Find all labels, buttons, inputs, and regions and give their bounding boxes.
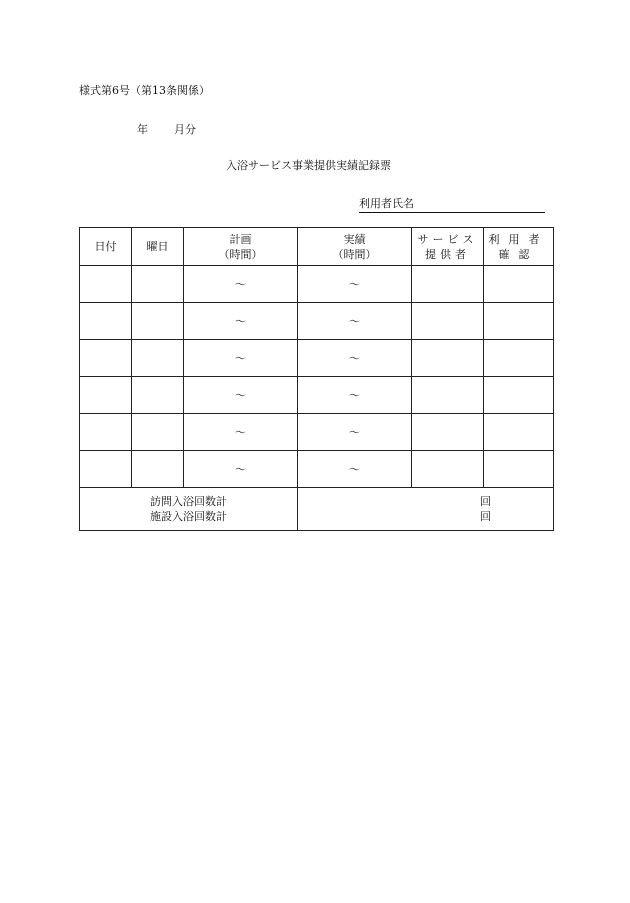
weekday-cell[interactable] xyxy=(132,266,184,303)
day-cell[interactable] xyxy=(80,414,132,451)
table-row xyxy=(80,377,554,414)
user-confirm-cell[interactable] xyxy=(484,451,554,488)
table-row xyxy=(80,266,554,303)
plan-cell[interactable]: ～ xyxy=(184,414,298,451)
actual-cell[interactable]: ～ xyxy=(298,377,412,414)
actual-cell[interactable]: ～ xyxy=(298,303,412,340)
header-plan-line2: （時間） xyxy=(218,247,263,261)
year-month-line xyxy=(137,121,196,137)
provider-cell[interactable] xyxy=(412,451,484,488)
day-cell[interactable] xyxy=(80,377,132,414)
provider-cell[interactable] xyxy=(412,340,484,377)
day-cell[interactable] xyxy=(80,340,132,377)
header-provider-line2: 提供者 xyxy=(425,247,470,261)
plan-cell[interactable]: ～ xyxy=(184,303,298,340)
header-actual-line1: 実績 xyxy=(343,232,366,246)
table-row xyxy=(80,340,554,377)
weekday-cell[interactable] xyxy=(132,451,184,488)
facility-total-label: 施設入浴回数計 xyxy=(150,510,227,523)
provider-cell[interactable] xyxy=(412,303,484,340)
header-user-confirm-line2: 確認 xyxy=(498,247,539,261)
totals-labels-cell xyxy=(80,488,298,531)
facility-total-unit: 回 xyxy=(480,510,491,523)
weekday-cell[interactable] xyxy=(132,340,184,377)
user-confirm-cell[interactable] xyxy=(484,377,554,414)
user-confirm-cell[interactable] xyxy=(484,303,554,340)
plan-cell[interactable]: ～ xyxy=(184,377,298,414)
record-table xyxy=(79,227,554,531)
provider-cell[interactable] xyxy=(412,377,484,414)
header-user-confirm xyxy=(484,228,554,266)
user-confirm-cell[interactable] xyxy=(484,266,554,303)
form-number: 様式第6号（第13条関係） xyxy=(79,84,210,97)
header-day: 日付 xyxy=(80,228,132,266)
user-name-field[interactable] xyxy=(359,195,545,213)
header-provider-line1: サービス xyxy=(417,232,478,246)
table-row xyxy=(80,451,554,488)
actual-cell[interactable]: ～ xyxy=(298,451,412,488)
weekday-cell[interactable] xyxy=(132,303,184,340)
actual-cell[interactable]: ～ xyxy=(298,414,412,451)
header-actual xyxy=(298,228,412,266)
totals-row xyxy=(80,488,554,531)
table-row xyxy=(80,303,554,340)
weekday-cell[interactable] xyxy=(132,414,184,451)
day-cell[interactable] xyxy=(80,303,132,340)
provider-cell[interactable] xyxy=(412,414,484,451)
month-label: 月分 xyxy=(174,123,196,136)
plan-cell[interactable]: ～ xyxy=(184,340,298,377)
header-weekday: 曜日 xyxy=(132,228,184,266)
header-plan xyxy=(184,228,298,266)
visit-total-unit: 回 xyxy=(480,495,491,508)
actual-cell[interactable]: ～ xyxy=(298,266,412,303)
day-cell[interactable] xyxy=(80,266,132,303)
day-cell[interactable] xyxy=(80,451,132,488)
user-confirm-cell[interactable] xyxy=(484,414,554,451)
plan-cell[interactable]: ～ xyxy=(184,266,298,303)
document-title: 入浴サービス事業提供実績記録票 xyxy=(226,159,391,172)
header-provider xyxy=(412,228,484,266)
header-row xyxy=(80,228,554,266)
header-plan-line1: 計画 xyxy=(229,232,252,246)
visit-total-label: 訪問入浴回数計 xyxy=(150,495,227,508)
year-label: 年 xyxy=(137,123,148,136)
totals-values-cell[interactable] xyxy=(298,488,554,531)
actual-cell[interactable]: ～ xyxy=(298,340,412,377)
weekday-cell[interactable] xyxy=(132,377,184,414)
table-row xyxy=(80,414,554,451)
user-confirm-cell[interactable] xyxy=(484,340,554,377)
user-name-label: 利用者氏名 xyxy=(359,197,414,210)
plan-cell[interactable]: ～ xyxy=(184,451,298,488)
header-user-confirm-line1: 利用者 xyxy=(488,232,549,246)
header-actual-line2: （時間） xyxy=(332,247,377,261)
provider-cell[interactable] xyxy=(412,266,484,303)
